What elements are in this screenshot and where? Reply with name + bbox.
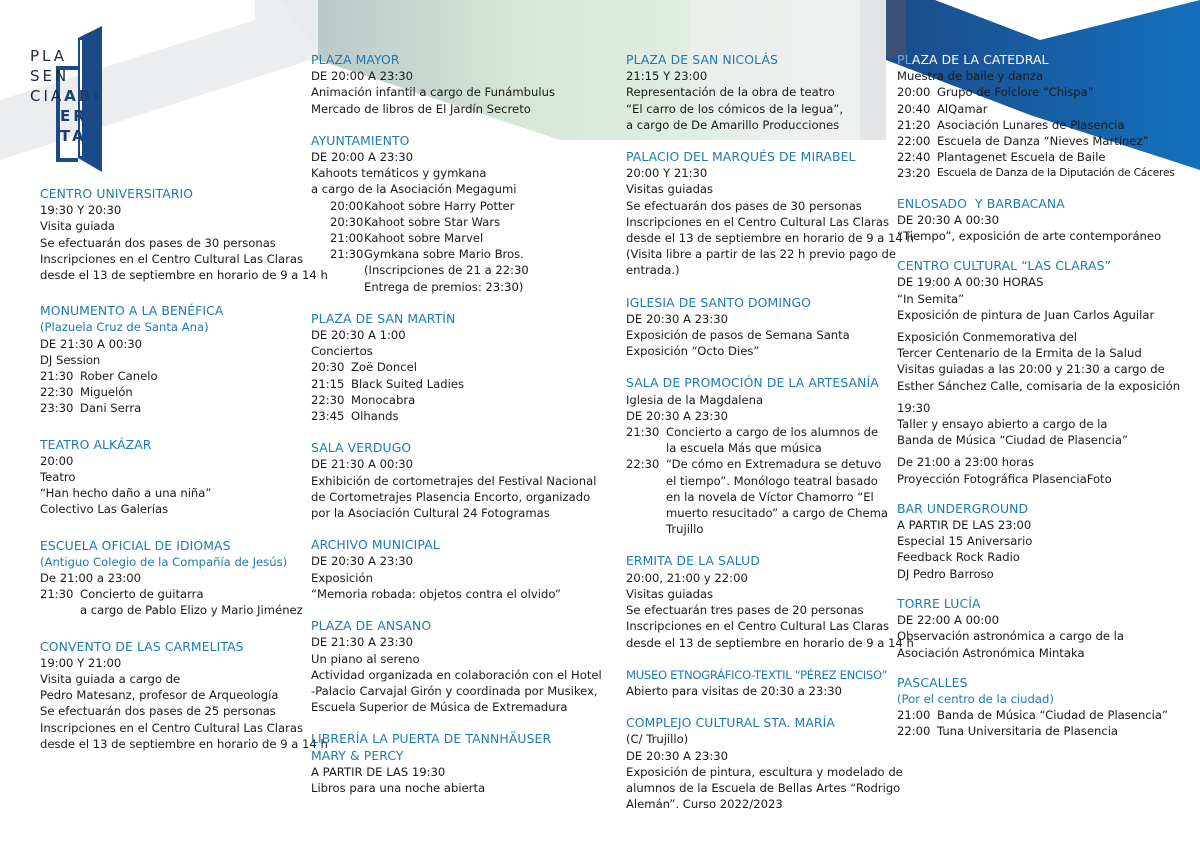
venue-centro-universitario: [40, 186, 328, 283]
venue-line: Abierto para visitas de 20:30 a 23:30: [626, 683, 842, 698]
venue-escuela-idiomas: [40, 537, 303, 619]
venue-line: Esther Sánchez Calle, comisaria de la exposición: [897, 378, 1181, 393]
venue-line: 19:30 Y 20:30: [40, 203, 122, 218]
venue-line: desde el 13 de septiembre en horario de 9 a 14 h: [40, 268, 328, 283]
venue-line: Kahoots temáticos y gymkana: [311, 166, 487, 181]
venue-line: Pedro Matesanz, profesor de Arqueología: [40, 688, 279, 703]
venue-line: DE 20:30 A 23:30: [311, 554, 414, 569]
venue-line: Iglesia de la Magdalena: [626, 392, 764, 407]
venue-line: 20:00: [40, 453, 74, 468]
venue-line: Exposición Conmemorativa del: [897, 330, 1077, 345]
venue-teatro-alkazar: [40, 437, 300, 518]
logo-wordmark: [30, 46, 102, 146]
venue-title: SALA DE PROMOCIÓN DE LA ARTESANÍA: [626, 375, 879, 391]
venue-subtitle: (Plazuela Cruz de Santa Ana): [40, 320, 209, 335]
venue-line: “Han hecho daño a una niña”: [40, 486, 212, 501]
logo-row-2: SEN: [30, 67, 70, 85]
venue-line: Exposición: [311, 570, 373, 585]
venue-museo-etnografico: [626, 667, 891, 699]
venue-line: entrada.): [626, 263, 680, 278]
venue-line: DE 20:30 A 00:30: [897, 212, 1000, 227]
venue-line: “El carro de los cómicos de la legua”,: [626, 101, 844, 116]
venue-line: a cargo de De Amarillo Producciones: [626, 117, 840, 132]
venue-title: PALACIO DEL MARQUÉS DE MIRABEL: [626, 149, 856, 165]
venue-line: “Memoria robada: objetos contra el olvido”: [311, 586, 562, 601]
column-1: [40, 186, 328, 772]
venue-line: A PARTIR DE LAS 19:30: [311, 764, 446, 779]
venue-line: Conciertos: [311, 344, 373, 359]
venue-title: PLAZA DE ANSANO: [311, 618, 432, 634]
venue-line: “In Semita”: [897, 291, 965, 306]
venue-line: desde el 13 de septiembre en horario de 9 a 14 h: [626, 635, 914, 650]
venue-line: Tercer Centenario de la Ermita de la Salud: [897, 346, 1142, 361]
venue-line: Visita guiada a cargo de: [40, 672, 181, 687]
venue-plaza-catedral: [897, 52, 1197, 182]
venue-title: ARCHIVO MUNICIPAL: [311, 537, 440, 553]
venue-line: DE 19:00 A 00:30 HORAS: [897, 275, 1044, 290]
venue-santo-domingo: [626, 295, 891, 360]
venue-line: Exposición “Octo Dies”: [626, 344, 760, 359]
venue-title-line-2: MARY & PERCY: [311, 747, 404, 763]
venue-line: Se efectuarán dos pases de 30 personas: [626, 198, 862, 213]
venue-libreria-tannhauser: [311, 731, 601, 796]
schedule-row: 21:00 Kahoot sobre Marvel: [330, 231, 484, 246]
logo-row-3: CIAABI: [30, 87, 102, 105]
venue-line: Se efectuarán dos pases de 25 personas: [40, 704, 276, 719]
venue-centro-las-claras: [897, 258, 1197, 487]
venue-line: a cargo de Pablo Elizo y Mario Jiménez: [80, 603, 303, 618]
venue-line: DJ Session: [40, 352, 101, 367]
schedule-row: 20:00 Kahoot sobre Harry Potter: [330, 198, 515, 213]
venue-line: Proyección Fotográfica PlasenciaFoto: [897, 471, 1112, 486]
venue-line: (Inscripciones de 21 a 22:30: [364, 263, 529, 278]
venue-line: Observación astronómica a cargo de la: [897, 629, 1125, 644]
venue-title: MONUMENTO A LA BENÉFICA: [40, 303, 224, 319]
column-4: [897, 52, 1197, 754]
venue-title: ESCUELA OFICIAL DE IDIOMAS: [40, 537, 231, 553]
venue-line: Inscripciones en el Centro Cultural Las Claras: [40, 720, 303, 735]
schedule-row: 23:20 Escuela de Danza de la Diputación de Cáceres: [897, 166, 1175, 181]
venue-title: PLAZA DE SAN NICOLÁS: [626, 52, 778, 67]
logo-row-4: ER: [60, 107, 88, 125]
venue-line: 19:30: [897, 400, 931, 415]
venue-ayuntamiento: [311, 133, 601, 295]
venue-line: Actividad organizada en colaboración con el Hotel: [311, 667, 602, 682]
venue-title: CENTRO UNIVERSITARIO: [40, 186, 194, 201]
venue-convento-carmelitas: [40, 638, 328, 752]
schedule-row: 23:30 Dani Serra: [40, 401, 142, 416]
venue-line: Exposición de pasos de Semana Santa: [626, 328, 850, 343]
schedule-row: 22:00 Tuna Universitaria de Plasencia: [897, 724, 1119, 739]
venue-line: De 21:00 a 23:00: [40, 571, 142, 586]
venue-title: IGLESIA DE SANTO DOMINGO: [626, 294, 811, 310]
schedule-row: 21:30 Concierto a cargo de los alumnos de la escuela Más que música: [626, 425, 879, 456]
venue-line: Alemán”. Curso 2022/2023: [626, 797, 783, 812]
venue-title: TEATRO ALKÁZAR: [40, 436, 152, 452]
venue-line: -Palacio Carvajal Girón y coordinada por Musikex,: [311, 683, 598, 698]
venue-line: de Cortometrajes Plasencia Encorto, organizado: [311, 489, 591, 504]
venue-title: SALA VERDUGO: [311, 440, 412, 456]
venue-archivo-municipal: [311, 537, 601, 602]
venue-line: Entrega de premios: 23:30): [364, 279, 524, 294]
schedule-row: 20:40 AlQamar: [897, 101, 988, 116]
venue-ermita-salud: [626, 553, 914, 650]
schedule-row: 23:45 Olhands: [311, 409, 399, 424]
venue-line: Escuela Superior de Música de Extremadura: [311, 700, 568, 715]
venue-line: Feedback Rock Radio: [897, 550, 1020, 565]
venue-bar-underground: [897, 501, 1197, 582]
venue-line: Animación infantil a cargo de Funámbulus: [311, 85, 555, 100]
schedule-row: 21:00 Banda de Música “Ciudad de Plasencia”: [897, 708, 1168, 723]
schedule-row: 21:15 Black Suited Ladies: [311, 376, 465, 391]
venue-title: PLAZA MAYOR: [311, 52, 400, 67]
venue-title: ERMITA DE LA SALUD: [626, 553, 760, 569]
schedule-row: 20:30 Zoë Doncel: [311, 360, 417, 375]
venue-line: DE 22:00 A 00:00: [897, 613, 1000, 628]
venue-line: 19:00 Y 21:00: [40, 655, 122, 670]
schedule-row: 22:30 Miguelón: [40, 385, 133, 400]
venue-enlosado-barbacana: [897, 196, 1197, 245]
venue-title: CENTRO CULTURAL “LAS CLARAS”: [897, 258, 1112, 274]
venue-title: PASCALLES: [897, 674, 968, 690]
venue-title: AYUNTAMIENTO: [311, 132, 410, 148]
venue-line: Exposición de pintura de Juan Carlos Aguilar: [897, 307, 1155, 322]
schedule-row: 22:40 Plantagenet Escuela de Baile: [897, 150, 1106, 165]
schedule-row: 20:00 Grupo de Folclore “Chispa”: [897, 85, 1094, 100]
venue-title: MUSEO ETNOGRÁFICO-TEXTIL “PÉREZ ENCISO”: [626, 667, 888, 682]
venue-line: Colectivo Las Galerías: [40, 502, 169, 517]
venue-line: (Visita libre a partir de las 22 h previo pago de: [626, 247, 897, 262]
column-2: [311, 52, 601, 812]
logo-row-1: PLA: [30, 47, 68, 65]
venue-plaza-ansano: [311, 618, 601, 715]
plasencia-abierta-logo: [22, 26, 106, 172]
venue-title: PLAZA DE SAN MARTÍN: [311, 310, 456, 326]
venue-line: DJ Pedro Barroso: [897, 566, 994, 581]
venue-line: Asociación Astronómica Mintaka: [897, 645, 1085, 660]
venue-sala-artesania: [626, 375, 891, 537]
venue-line: Exposición de pintura, escultura y modelado de: [626, 764, 903, 779]
venue-line: DE 20:00 A 23:30: [311, 69, 414, 84]
venue-line: 20:00, 21:00 y 22:00: [626, 570, 748, 585]
venue-line: por la Asociación Cultural 24 Fotogramas: [311, 506, 550, 521]
venue-line: (C/ Trujillo): [626, 732, 689, 747]
venue-line: DE 21:30 A 23:30: [311, 635, 414, 650]
venue-subtitle: (Antiguo Colegio de la Compañía de Jesús): [40, 554, 288, 569]
venue-plaza-mayor: [311, 52, 601, 117]
venue-line: desde el 13 de septiembre en horario de 9 a 14 h: [626, 231, 914, 246]
schedule-row: 22:30 “De cómo en Extremadura se detuvo el tiempo”. Monólogo teatral basado en la novela de Víctor Chamorro “El muerto resucitado” a cargo de Chema Trujillo: [626, 457, 888, 537]
venue-line: DE 20:30 A 1:00: [311, 328, 406, 343]
venue-complejo-sta-maria: [626, 715, 903, 812]
venue-line: Se efectuarán dos pases de 30 personas: [40, 235, 276, 250]
venue-monumento-benefica: [40, 303, 300, 416]
schedule-row: 22:30 Monocabra: [311, 392, 416, 407]
logo-row-5: TA: [60, 127, 87, 145]
venue-title: TORRE LUCÍA: [897, 595, 981, 611]
venue-line: 20:00 Y 21:30: [626, 166, 708, 181]
venue-line: DE 21:30 A 00:30: [40, 336, 143, 351]
venue-line: Libros para una noche abierta: [311, 780, 486, 795]
venue-palacio-mirabel: [626, 149, 914, 279]
schedule-row: 21:20 Asociación Lunares de Plasencia: [897, 117, 1125, 132]
venue-title: LIBRERÍA LA PUERTA DE TANNHÄUSER: [311, 731, 552, 747]
venue-torre-lucia: [897, 596, 1197, 661]
venue-line: alumnos de la Escuela de Bellas Artes “Rodrigo: [626, 780, 901, 795]
venue-line: Un piano al sereno: [311, 651, 420, 666]
venue-line: DE 20:30 A 23:30: [626, 311, 729, 326]
venue-line: Visitas guiadas: [626, 586, 714, 601]
venue-line: Teatro: [40, 470, 76, 485]
venue-line: a cargo de la Asociación Megagumi: [311, 182, 517, 197]
schedule-row: 21:30 Rober Canelo: [40, 369, 158, 384]
venue-title: COMPLEJO CULTURAL STA. MARÍA: [626, 715, 835, 731]
venue-line: Banda de Música “Ciudad de Plasencia”: [897, 433, 1128, 448]
schedule-row: 20:30 Kahoot sobre Star Wars: [330, 214, 501, 229]
venue-plaza-san-nicolas: [626, 52, 891, 133]
venue-line: Visita guiada: [40, 219, 115, 234]
venue-line: A PARTIR DE LAS 23:00: [897, 518, 1032, 533]
schedule-row: 21:30 Gymkana sobre Mario Bros.: [330, 247, 524, 262]
schedule-row: 21:30 Concierto de guitarra: [40, 587, 204, 602]
venue-pascalles: [897, 675, 1197, 740]
venue-title: BAR UNDERGROUND: [897, 500, 1029, 516]
venue-subtitle: (Por el centro de la ciudad): [897, 691, 1054, 706]
venue-line: Inscripciones en el Centro Cultural Las Claras: [626, 619, 889, 634]
venue-line: Exhibición de cortometrajes del Festival Nacional: [311, 473, 597, 488]
venue-line: Representación de la obra de teatro: [626, 85, 835, 100]
venue-line: 21:15 Y 23:00: [626, 69, 708, 84]
venue-line: desde el 13 de septiembre en horario de 9 a 14 h: [40, 736, 328, 751]
venue-plaza-san-martin: [311, 311, 601, 424]
venue-line: Se efectuarán tres pases de 20 personas: [626, 603, 864, 618]
venue-line: Muestra de baile y danza: [897, 69, 1044, 84]
schedule-row: 22:00 Escuela de Danza “Nieves Martínez”: [897, 134, 1149, 149]
venue-line: De 21:00 a 23:00 horas: [897, 455, 1035, 470]
venue-line: Visitas guiadas: [626, 182, 714, 197]
venue-line: Inscripciones en el Centro Cultural Las Claras: [626, 214, 889, 229]
venue-line: DE 20:00 A 23:30: [311, 150, 414, 165]
venue-line: Visitas guiadas a las 20:00 y 21:30 a cargo de: [897, 362, 1165, 377]
venue-line: Taller y ensayo abierto a cargo de la: [897, 417, 1108, 432]
venue-line: DE 20:30 A 23:30: [626, 748, 729, 763]
venue-line: “Tiempo”, exposición de arte contemporáneo: [897, 229, 1162, 244]
venue-sala-verdugo: [311, 440, 601, 521]
venue-title: CONVENTO DE LAS CARMELITAS: [40, 638, 244, 654]
venue-title: ENLOSADO Y BARBACANA: [897, 195, 1065, 211]
venue-line: DE 21:30 A 00:30: [311, 457, 414, 472]
venue-title: PLAZA DE LA CATEDRAL: [897, 52, 1049, 67]
venue-line: Inscripciones en el Centro Cultural Las Claras: [40, 251, 303, 266]
venue-line: Mercado de libros de El Jardín Secreto: [311, 101, 531, 116]
venue-line: Especial 15 Aniversario: [897, 534, 1033, 549]
venue-line: DE 20:30 A 23:30: [626, 408, 729, 423]
